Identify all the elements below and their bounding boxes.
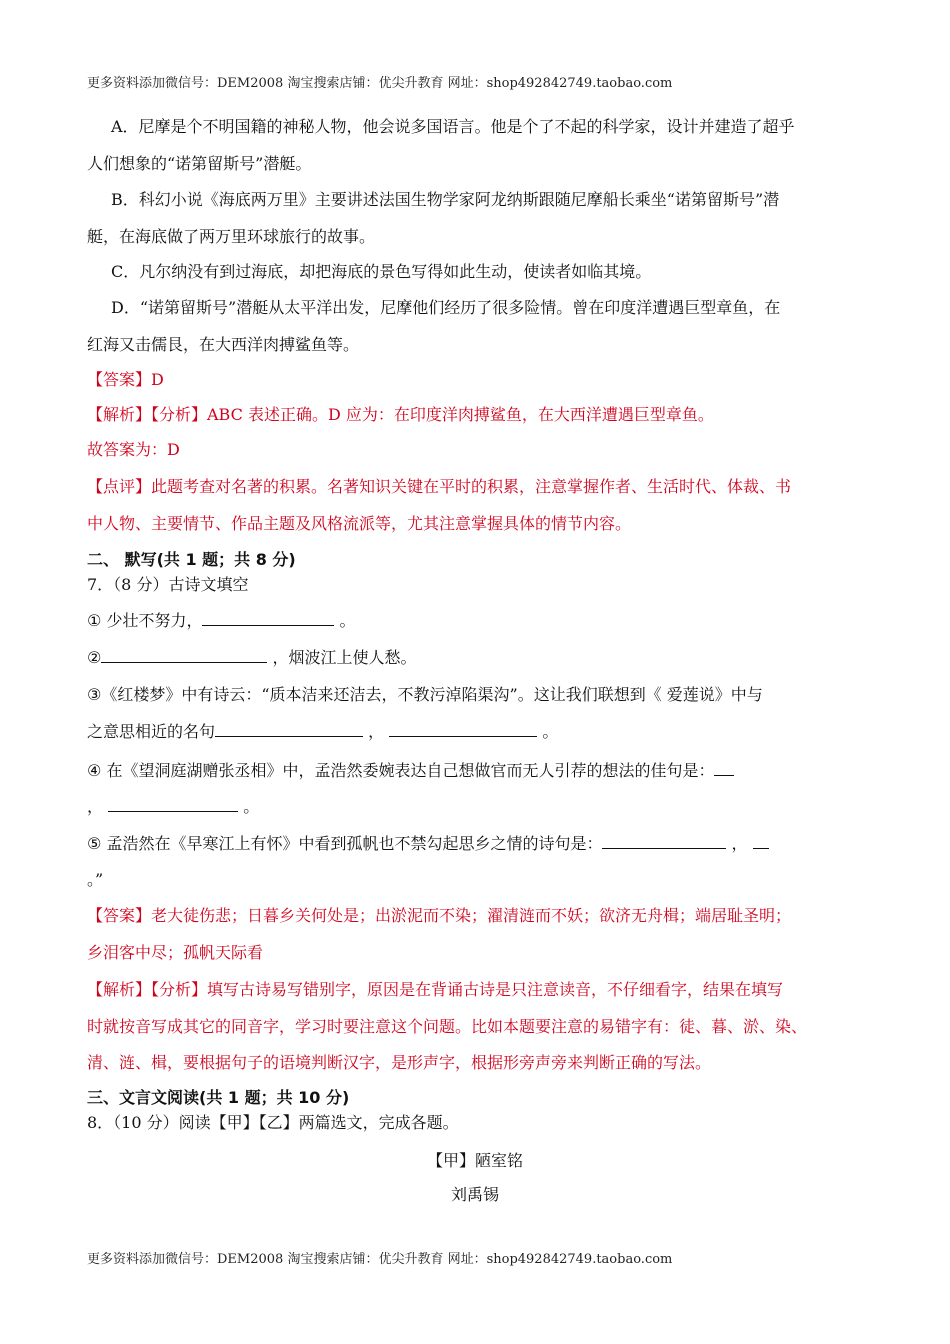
item-number: ①: [87, 611, 102, 630]
q6-comment-line1: 【点评】此题考查对名著的积累。名著知识关键在平时的积累，注意掌握作者、生活时代、体裁、书: [87, 477, 792, 496]
q7-item-3-line2: [87, 722, 867, 742]
item-number: ⑤: [87, 834, 102, 853]
section-3-title: 三、文言文阅读(共 1 题；共 10 分): [87, 1088, 350, 1107]
q6-answer: 【答案】D: [87, 370, 164, 389]
item-punct: ，: [731, 834, 748, 853]
answer-blank[interactable]: [714, 761, 734, 776]
item-text: 在《望洞庭湖赠张丞相》中，孟浩然委婉表达自己想做官而无人引荐的想法的佳句是：: [106, 761, 715, 780]
answer-blank[interactable]: [389, 722, 537, 737]
option-b-line1: B．科幻小说《海底两万里》主要讲述法国生物学家阿龙纳斯跟随尼摩船长乘坐“诺第留斯号”潜: [111, 190, 780, 209]
answer-blank[interactable]: [602, 834, 726, 849]
item-punct: ，: [87, 797, 104, 816]
page-footer: 更多资料添加微信号：DEM2008 淘宝搜索店铺：优尖升教育 网址：shop492842749.taobao.com: [87, 1252, 673, 1267]
item-punct: 。: [339, 611, 356, 630]
item-text: 少壮不努力，: [106, 611, 203, 630]
q7-answer-line2: 乡泪客中尽；孤帆天际看: [87, 943, 264, 962]
answer-blank[interactable]: [202, 611, 334, 626]
q7-analysis-line2: 时就按音写成其它的同音字，学习时要注意这个问题。比如本题要注意的易错字有：徒、暮、淤、染、: [87, 1017, 808, 1036]
q7-item-4-line1: [87, 761, 867, 781]
option-d-line2: 红海又击儒艮，在大西洋肉搏鲨鱼等。: [87, 335, 360, 354]
q7-stem: 7．（8 分）古诗文填空: [87, 575, 249, 594]
q6-conclusion: 故答案为：D: [87, 440, 180, 459]
option-a-line2: 人们想象的“诺第留斯号”潜艇。: [87, 154, 312, 173]
q7-item-1: [87, 611, 867, 631]
q6-analysis: 【解析】【分析】ABC 表述正确。D 应为：在印度洋肉搏鲨鱼，在大西洋遭遇巨型章鱼。: [87, 405, 714, 424]
item-punct: ，: [368, 722, 385, 741]
q7-item-5-line2: 。”: [87, 870, 104, 889]
item-number: ④: [87, 761, 102, 780]
page-header: 更多资料添加微信号：DEM2008 淘宝搜索店铺：优尖升教育 网址：shop492842749.taobao.com: [87, 76, 673, 91]
q7-item-3-line1: [87, 685, 867, 705]
item-punct: 。: [542, 722, 559, 741]
item-punct: 。: [243, 797, 260, 816]
item-text: 《红楼梦》中有诗云：“质本洁来还洁去，不教污淖陷渠沟”。这让我们联想到《 爱莲说》中与: [101, 685, 763, 704]
item-number: ③: [87, 685, 102, 704]
item-text: 孟浩然在《早寒江上有怀》中看到孤帆也不禁勾起思乡之情的诗句是：: [106, 834, 603, 853]
item-number: ②: [87, 648, 102, 667]
q8-stem: 8．（10 分）阅读【甲】【乙】两篇选文，完成各题。: [87, 1113, 459, 1132]
section-2-title: 二、 默写(共 1 题；共 8 分): [87, 550, 296, 569]
q7-item-2: [87, 648, 867, 668]
q7-item-4-line2: [87, 797, 867, 817]
answer-blank[interactable]: [215, 722, 363, 737]
answer-blank[interactable]: [101, 648, 267, 663]
q7-answer-line1: 【答案】老大徒伤悲；日暮乡关何处是；出淤泥而不染；濯清涟而不妖；欲济无舟楫；端居耻圣明；: [87, 906, 792, 925]
option-b-line2: 艇，在海底做了两万里环球旅行的故事。: [87, 227, 376, 246]
answer-blank[interactable]: [753, 834, 769, 849]
passage-author: 刘禹锡: [450, 1185, 499, 1204]
q6-comment-line2: 中人物、主要情节、作品主题及风格流派等，尤其注意掌握具体的情节内容。: [87, 514, 632, 533]
answer-blank[interactable]: [108, 797, 238, 812]
q7-analysis-line3: 清、涟、楫，要根据句子的语境判断汉字，是形声字，根据形旁声旁来判断正确的写法。: [87, 1053, 712, 1072]
q7-analysis-line1: 【解析】【分析】填写古诗易写错别字，原因是在背诵古诗是只注意读音，不仔细看字，结果在填写: [87, 980, 784, 999]
option-a-line1: A．尼摩是个不明国籍的神秘人物，他会说多国语言。他是个了不起的科学家，设计并建造了超乎: [111, 117, 795, 136]
option-c-line1: C．凡尔纳没有到过海底，却把海底的景色写得如此生动，使读者如临其境。: [111, 262, 652, 281]
item-text: ，烟波江上使人愁。: [272, 648, 417, 667]
passage-title: 【甲】陋室铭: [426, 1151, 523, 1170]
item-text: 之意思相近的名句: [87, 722, 216, 741]
option-d-line1: D．“诺第留斯号”潜艇从太平洋出发，尼摩他们经历了很多险情。曾在印度洋遭遇巨型章鱼，在: [111, 298, 781, 317]
q7-item-5-line1: [87, 834, 867, 854]
